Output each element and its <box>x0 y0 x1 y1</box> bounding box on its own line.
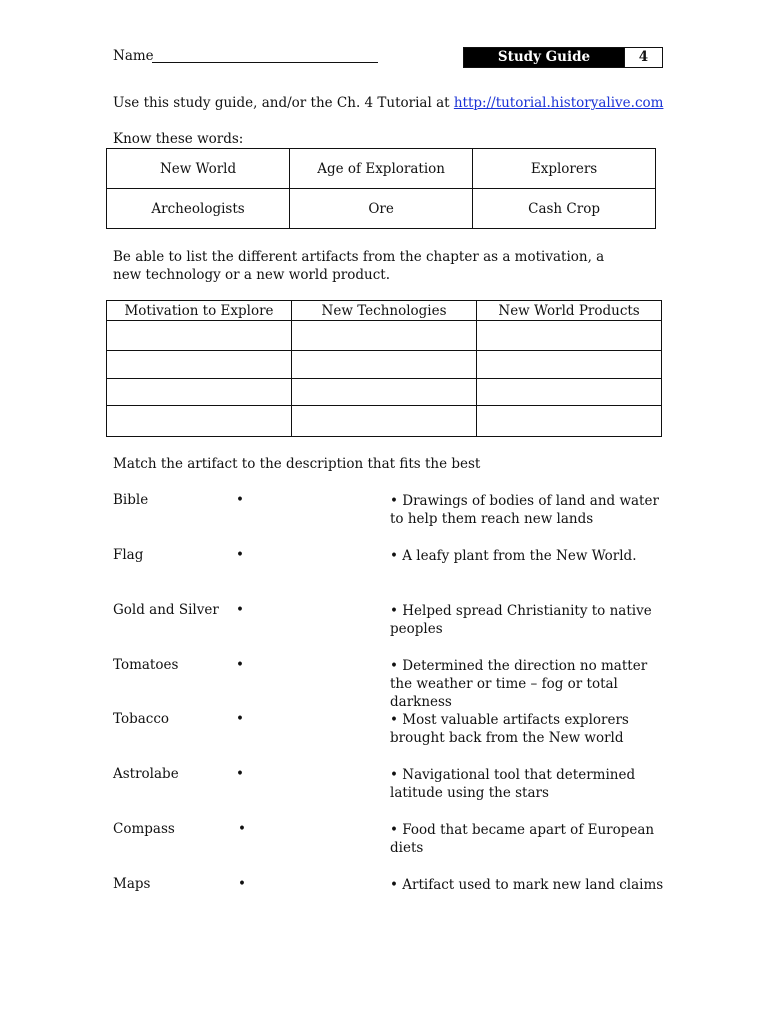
blank-cell[interactable] <box>291 351 476 379</box>
table-row <box>107 379 662 406</box>
match-bullet[interactable]: • <box>236 492 244 508</box>
match-description: • Helped spread Christianity to native peoples <box>390 603 652 637</box>
column-header-products: New World Products <box>477 301 662 321</box>
table-row <box>107 406 662 437</box>
blank-cell[interactable] <box>477 321 662 351</box>
table-row <box>107 351 662 379</box>
table-row <box>107 321 662 351</box>
column-header-technologies: New Technologies <box>291 301 476 321</box>
vocab-row <box>107 149 656 189</box>
blank-cell[interactable] <box>107 321 292 351</box>
blank-cell[interactable] <box>107 351 292 379</box>
match-description: • Most valuable artifacts explorers brought back from the New world <box>390 712 629 746</box>
match-bullet[interactable]: • <box>236 711 244 727</box>
blank-cell[interactable] <box>477 351 662 379</box>
vocab-cell: Ore <box>290 189 473 229</box>
match-term: Gold and Silver <box>113 602 219 618</box>
match-bullet[interactable]: • <box>236 657 244 673</box>
intro-sentence: Use this study guide, and/or the Ch. 4 Tutorial at <box>113 95 454 111</box>
match-term: Maps <box>113 876 151 892</box>
blank-cell[interactable] <box>291 321 476 351</box>
match-bullet[interactable]: • <box>236 766 244 782</box>
match-bullet[interactable]: • <box>236 547 244 563</box>
match-description: • A leafy plant from the New World. <box>390 548 637 564</box>
match-bullet[interactable]: • <box>238 821 246 837</box>
vocab-cell: Cash Crop <box>473 189 656 229</box>
match-term: Compass <box>113 821 175 837</box>
name-label: Name <box>113 48 154 64</box>
vocab-cell: New World <box>107 149 290 189</box>
match-bullet[interactable]: • <box>238 876 246 892</box>
match-term: Flag <box>113 547 144 563</box>
vocab-heading: Know these words: <box>113 131 244 147</box>
blank-cell[interactable] <box>477 406 662 437</box>
chapter-number: 4 <box>624 48 662 67</box>
match-description: • Determined the direction no matter the weather or time – fog or total darkness <box>390 658 648 710</box>
match-term: Astrolabe <box>113 766 179 782</box>
tutorial-link[interactable]: http://tutorial.historyalive.com <box>453 95 664 111</box>
name-field-line[interactable] <box>152 62 378 63</box>
match-term: Tomatoes <box>113 657 179 673</box>
vocab-cell: Archeologists <box>107 189 290 229</box>
match-description: • Artifact used to mark new land claims <box>390 877 664 893</box>
match-description: • Drawings of bodies of land and water to help them reach new lands <box>390 493 659 527</box>
match-description: • Food that became apart of European diets <box>390 822 655 856</box>
vocab-row <box>107 189 656 229</box>
blank-cell[interactable] <box>291 406 476 437</box>
study-guide-badge <box>463 47 663 68</box>
vocab-table <box>106 148 656 229</box>
blank-cell[interactable] <box>107 379 292 406</box>
artifacts-instructions: Be able to list the different artifacts from the chapter as a motivation, a new technology or a new world product. <box>113 249 605 283</box>
blank-cell[interactable] <box>107 406 292 437</box>
matching-heading: Match the artifact to the description that fits the best <box>113 456 481 472</box>
column-header-motivation: Motivation to Explore <box>107 301 292 321</box>
intro-text <box>113 95 663 111</box>
match-term: Bible <box>113 492 149 508</box>
blank-cell[interactable] <box>291 379 476 406</box>
artifacts-table <box>106 300 662 437</box>
artifacts-header-row <box>107 301 662 321</box>
study-guide-title: Study Guide <box>464 48 624 67</box>
match-term: Tobacco <box>113 711 170 727</box>
blank-cell[interactable] <box>477 379 662 406</box>
vocab-cell: Explorers <box>473 149 656 189</box>
vocab-cell: Age of Exploration <box>290 149 473 189</box>
match-bullet[interactable]: • <box>236 602 244 618</box>
match-description: • Navigational tool that determined latitude using the stars <box>390 767 636 801</box>
